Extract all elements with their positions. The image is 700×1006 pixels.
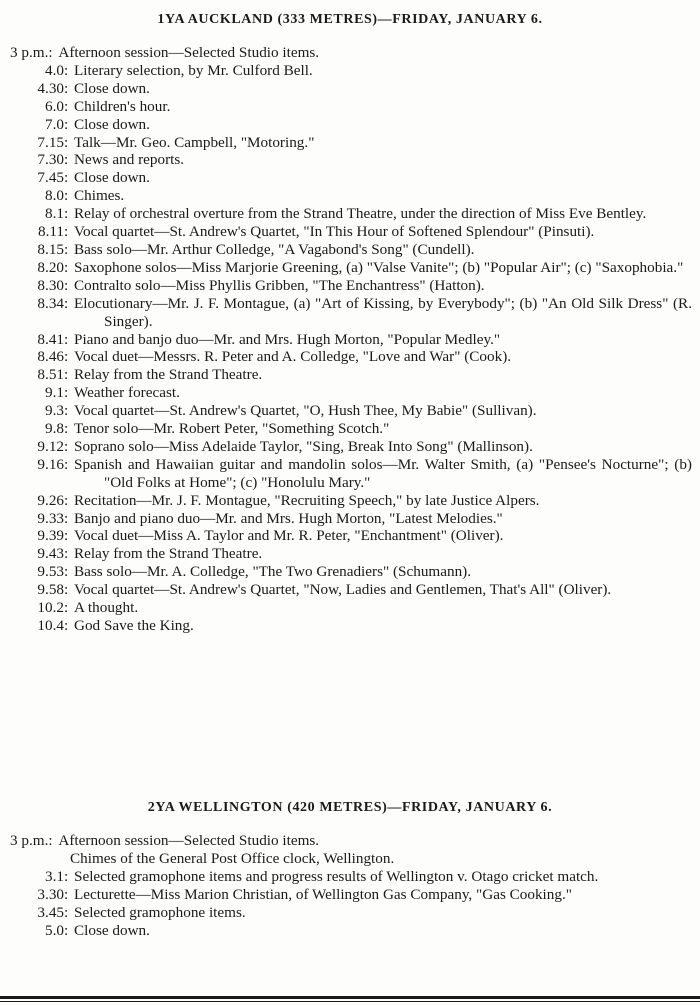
schedule-entry [10,98,692,116]
schedule-entry [10,223,692,241]
entry-time: 3 p.m. [10,832,49,849]
entry-description: Relay of orchestral overture from the Strand Theatre, under the direction of Miss Eve Bentley. [74,205,647,223]
schedule-note: Chimes of the General Post Office clock, Wellington. [70,849,395,867]
schedule-entry [10,510,692,528]
schedule-entry [10,44,692,62]
entry-description: Lecturette—Miss Marion Christian, of Wellington Gas Company, "Gas Cooking." [74,885,572,903]
entry-description: Soprano solo—Miss Adelaide Taylor, "Sing, Break Into Song" (Mallinson). [74,437,533,455]
schedule-entry [10,169,692,187]
entry-time: 9.1 [45,384,64,402]
entry-time: 9.8 [45,420,64,438]
entry-time: 7.0 [45,115,64,133]
entry-time: 9.16 [37,455,64,473]
time-separator: : [64,563,69,581]
schedule-entry [10,205,692,223]
time-separator: : [64,169,69,187]
entry-time: 3 p.m. [10,44,49,61]
time-separator: : [48,44,53,61]
time-separator: : [64,330,69,348]
entry-time: 4.0 [45,61,64,79]
entry-description: Vocal duet—Messrs. R. Peter and A. Colledge, "Love and War" (Cook). [74,348,512,366]
bottom-rule-thin [0,1001,700,1002]
entry-time: 9.58 [37,581,64,599]
entry-time: 9.3 [45,402,64,420]
entry-description: God Save the King. [74,617,194,634]
time-separator: : [64,384,69,402]
schedule-entry [10,348,692,366]
entry-description: Close down. [74,115,150,133]
entry-description: A thought. [74,599,139,617]
entry-description: Vocal duet—Miss A. Taylor and Mr. R. Peter, "Enchantment" (Oliver). [74,527,504,545]
entry-description: Chimes. [74,187,125,205]
time-separator: : [64,599,69,617]
time-separator: : [64,223,69,241]
time-separator: : [64,61,69,79]
auckland-schedule [10,44,692,635]
schedule-entry [10,187,692,205]
entry-time: 5.0 [45,921,64,939]
entry-description: Banjo and piano duo—Mr. and Mrs. Hugh Morton, "Latest Melodies." [74,509,503,527]
entry-time: 3.45 [37,903,64,921]
time-separator: : [64,420,69,438]
entry-description: Close down. [74,79,150,97]
entry-time: 9.39 [37,527,64,545]
schedule-entry [10,545,692,563]
time-separator: : [64,366,69,384]
entry-description: Relay from the Strand Theatre. [74,545,263,563]
schedule-entry [10,599,692,617]
entry-time: 7.45 [37,169,64,187]
auckland-heading: 1YA AUCKLAND (333 METRES)—FRIDAY, JANUARY 6. [157,12,543,27]
time-separator: : [64,545,69,563]
entry-description: Afternoon session—Selected Studio items. [58,832,320,849]
entry-description: Close down. [74,169,150,187]
time-separator: : [64,402,69,420]
entry-time: 8.41 [37,330,64,348]
time-separator: : [64,455,69,473]
time-separator: : [64,903,69,921]
entry-time: 7.15 [37,133,64,151]
time-separator: : [64,437,69,455]
time-separator: : [64,79,69,97]
schedule-entry [10,886,692,904]
entry-time: 9.12 [37,437,64,455]
entry-description: Piano and banjo duo—Mr. and Mrs. Hugh Morton, "Popular Medley." [74,330,501,348]
entry-time: 8.15 [37,240,64,258]
schedule-entry [10,331,692,349]
schedule-entry [10,134,692,152]
entry-description: Children's hour. [74,97,171,115]
schedule-entry [10,402,692,420]
bottom-rule-thick [0,996,700,999]
time-separator: : [64,617,69,634]
schedule-entry [10,80,692,98]
schedule-entry [10,438,692,456]
entry-description: Contralto solo—Miss Phyllis Gribben, "The Enchantress" (Hatton). [74,276,485,294]
schedule-entry [10,492,692,510]
schedule-entry [10,62,692,80]
entry-description: Relay from the Strand Theatre. [74,366,263,384]
entry-description: Vocal quartet—St. Andrew's Quartet, "O, Hush Thee, My Babie" (Sullivan). [74,402,537,420]
time-separator: : [48,832,53,849]
time-separator: : [64,527,69,545]
entry-description: Elocutionary—Mr. J. F. Montague, (a) "Art of Kissing, by Everybody"; (b) "An Old Silk Dress" (R. Singer). [74,294,692,330]
time-separator: : [64,276,69,294]
time-separator: : [64,115,69,133]
entry-description: Spanish and Hawaiian guitar and mandolin solos—Mr. Walter Smith, (a) "Pensee's Nocturne"; (b) "Old Folks at Home"; (c) "Honolulu Mary." [74,455,692,491]
schedule-entry [10,384,692,402]
time-separator: : [64,348,69,366]
entry-time: 9.53 [37,563,64,581]
entry-time: 8.46 [37,348,64,366]
schedule-entry [10,904,692,922]
schedule-entry [10,563,692,581]
time-separator: : [64,867,69,885]
time-separator: : [64,133,69,151]
entry-description: Bass solo—Mr. Arthur Colledge, "A Vagabond's Song" (Cundell). [74,240,475,258]
entry-time: 8.34 [37,294,64,312]
entry-time: 9.26 [37,491,64,509]
time-separator: : [64,491,69,509]
entry-time: 3.1 [45,867,64,885]
time-separator: : [64,258,69,276]
schedule-entry [10,581,692,599]
time-separator: : [64,581,69,599]
time-separator: : [64,151,69,169]
entry-time: 8.1 [45,205,64,223]
time-separator: : [64,885,69,903]
schedule-entry [10,868,692,886]
entry-time: 8.51 [37,366,64,384]
entry-description: Afternoon session—Selected Studio items. [58,44,320,61]
entry-description: Saxophone solos—Miss Marjorie Greening, (a) "Valse Vanite"; (b) "Popular Air"; (c) "Saxophobia." [74,258,684,276]
schedule-entry [10,241,692,259]
wellington-schedule [10,832,692,939]
entry-time: 8.0 [45,187,64,205]
entry-description: Bass solo—Mr. A. Colledge, "The Two Grenadiers" (Schumann). [74,563,472,581]
entry-time: 10.4 [37,617,64,634]
time-separator: : [64,187,69,205]
entry-time: 7.30 [37,151,64,169]
entry-description: Close down. [74,921,150,939]
entry-time: 6.0 [45,97,64,115]
time-separator: : [64,294,69,312]
entry-description: News and reports. [74,151,185,169]
schedule-entry [10,151,692,169]
entry-time: 8.20 [37,258,64,276]
entry-time: 3.30 [37,885,64,903]
schedule-entry [10,116,692,134]
time-separator: : [64,97,69,115]
entry-description: Weather forecast. [74,384,180,402]
time-separator: : [64,509,69,527]
time-separator: : [64,921,69,939]
entry-time: 4.30 [37,79,64,97]
schedule-entry [10,259,692,277]
entry-time: 9.43 [37,545,64,563]
entry-description: Talk—Mr. Geo. Campbell, "Motoring." [74,133,315,151]
schedule-entry [10,295,692,331]
entry-description: Selected gramophone items and progress results of Wellington v. Otago cricket match. [74,867,599,885]
wellington-heading: 2YA WELLINGTON (420 METRES)—FRIDAY, JANUARY 6. [147,800,553,815]
entry-time: 9.33 [37,509,64,527]
entry-description: Recitation—Mr. J. F. Montague, "Recruiting Speech," by late Justice Alpers. [74,491,540,509]
schedule-entry [10,617,692,635]
schedule-entry [10,456,692,492]
entry-time: 10.2 [37,599,64,617]
time-separator: : [64,240,69,258]
entry-description: Vocal quartet—St. Andrew's Quartet, "In This Hour of Softened Splendour" (Pinsuti). [74,223,595,241]
entry-time: 8.11 [37,223,64,241]
time-separator: : [64,205,69,223]
schedule-entry [10,366,692,384]
schedule-entry [10,420,692,438]
schedule-entry [10,277,692,295]
entry-time: 8.30 [37,276,64,294]
entry-description: Vocal quartet—St. Andrew's Quartet, "Now, Ladies and Gentlemen, That's All" (Oliver). [74,581,612,599]
schedule-entry [10,922,692,940]
entry-description: Selected gramophone items. [74,903,246,921]
entry-description: Literary selection, by Mr. Culford Bell. [74,61,313,79]
schedule-entry [10,832,692,850]
entry-description: Tenor solo—Mr. Robert Peter, "Something Scotch." [74,420,390,438]
schedule-entry [10,527,692,545]
